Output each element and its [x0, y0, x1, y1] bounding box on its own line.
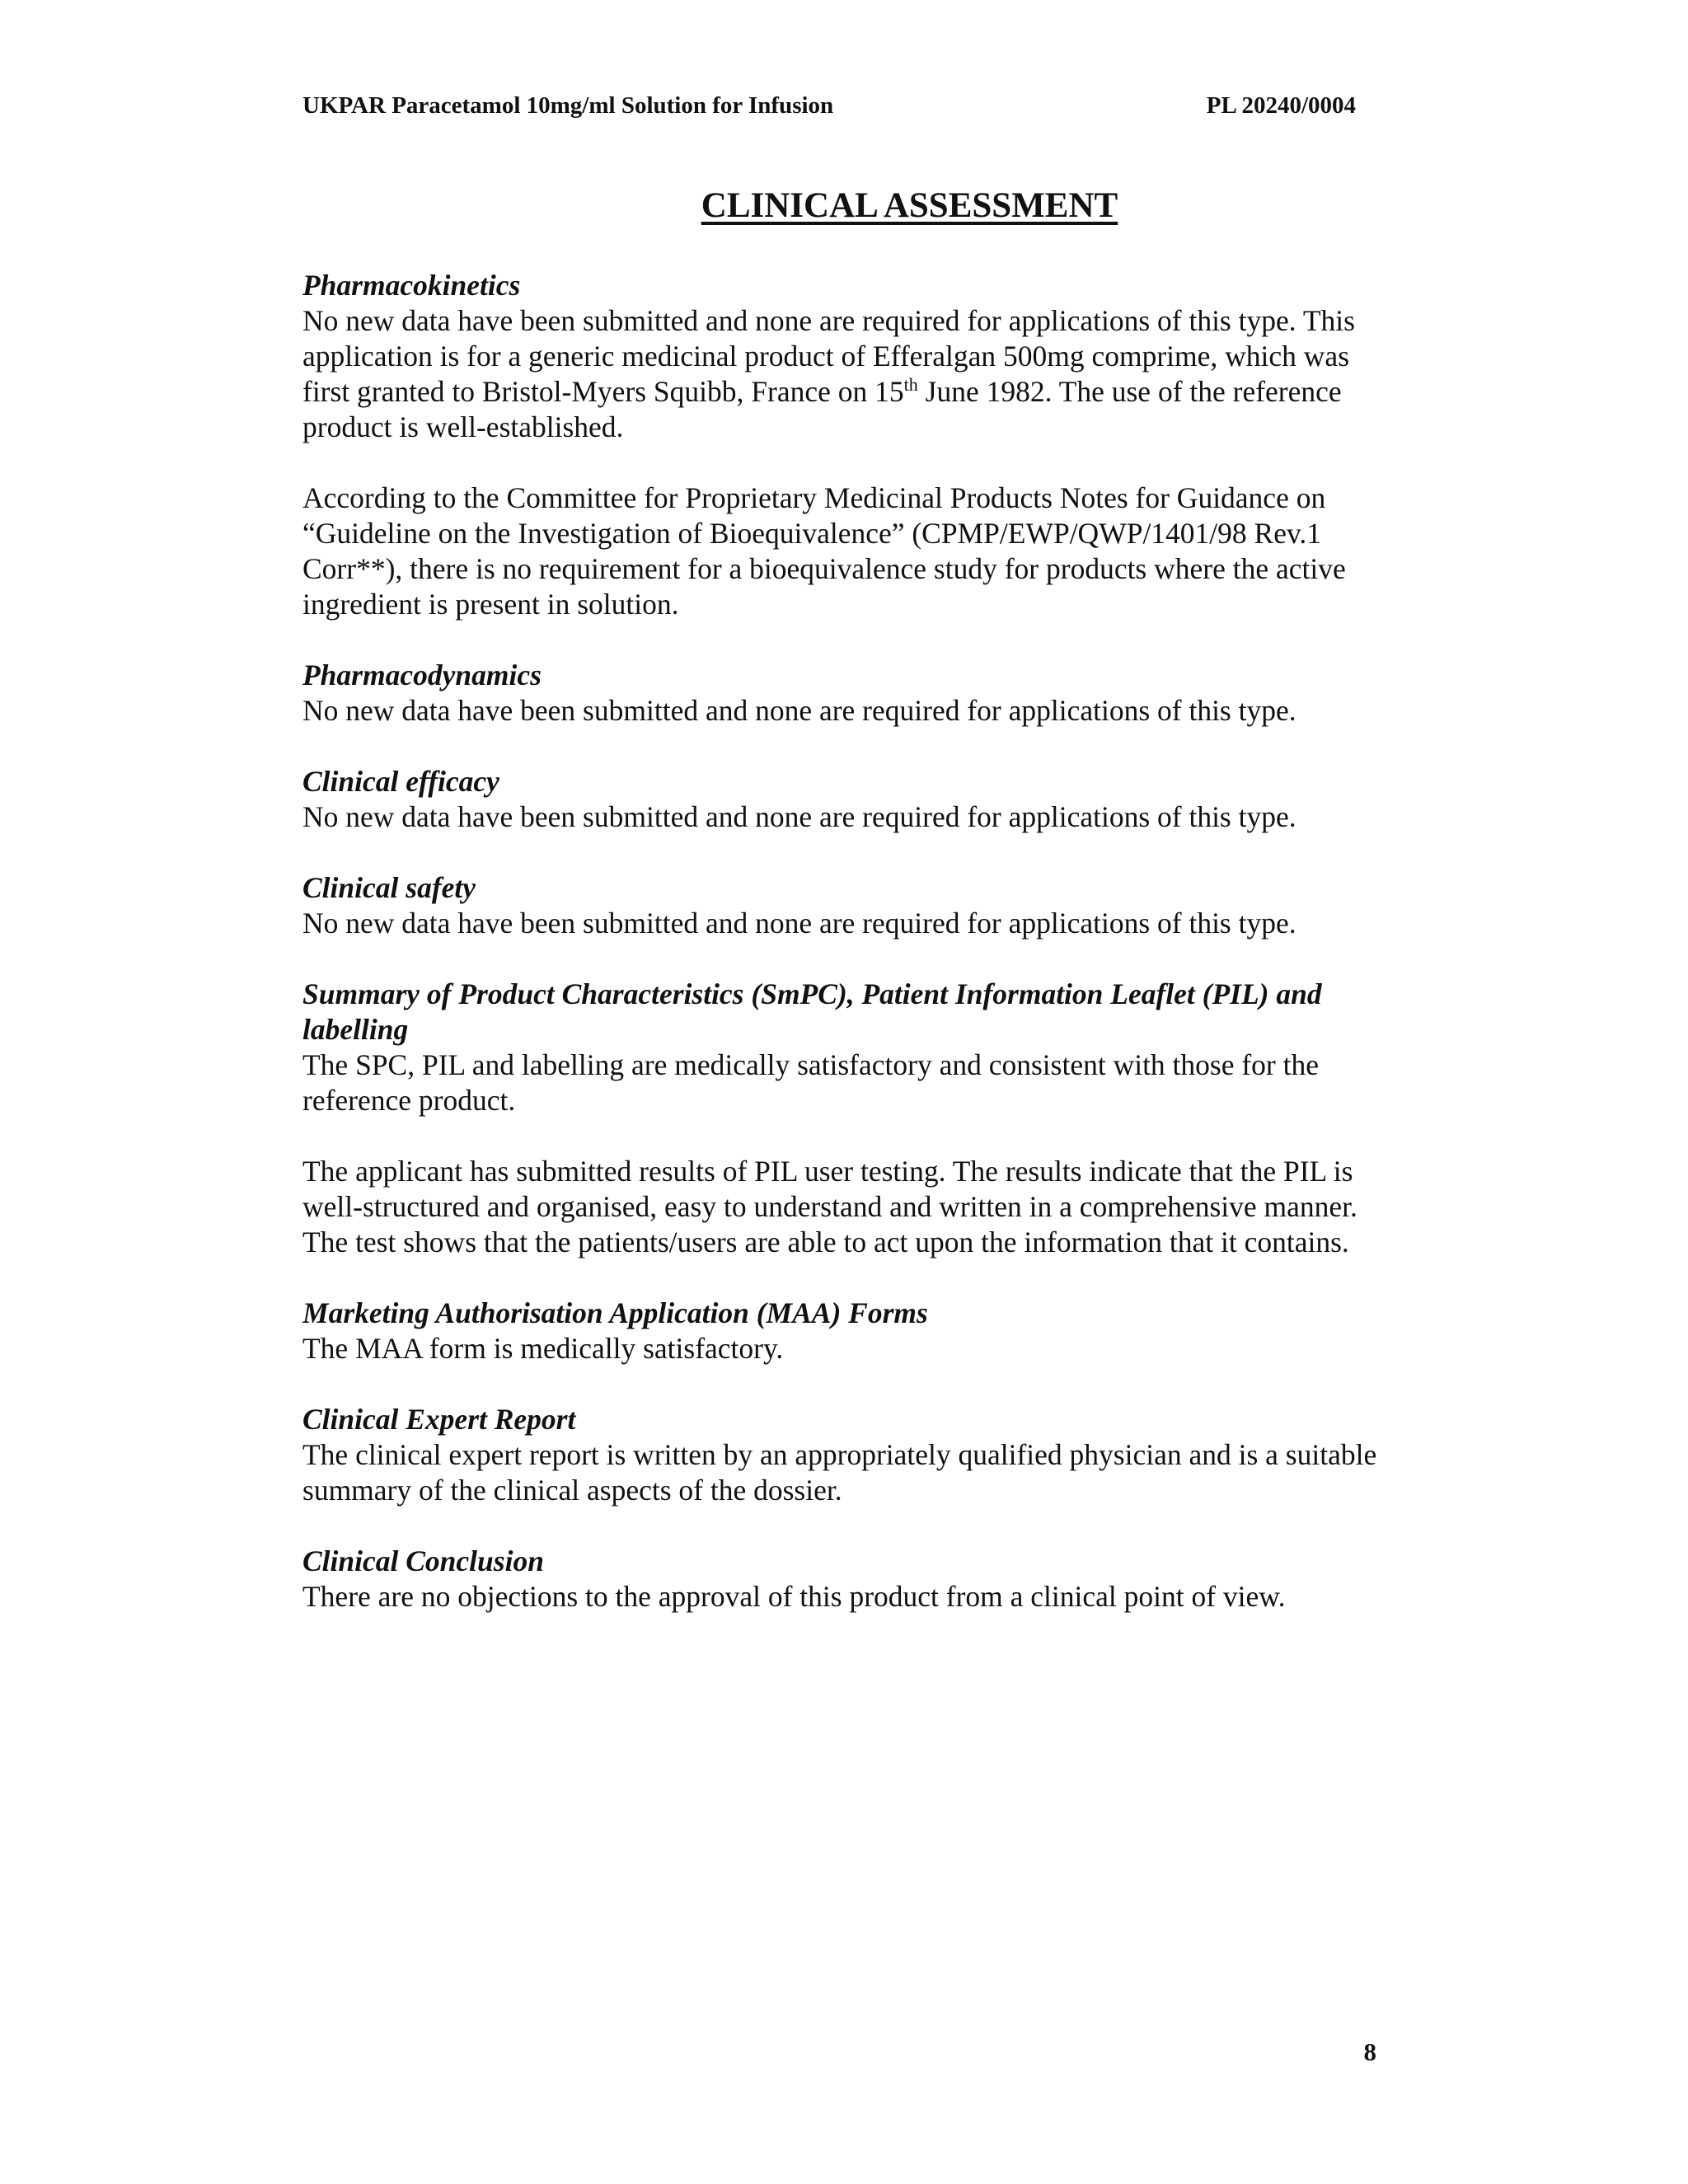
- ordinal-superscript: th: [903, 374, 918, 396]
- running-header: [302, 92, 1356, 120]
- section-paragraph: The clinical expert report is written by an appropriately qualified physician and is a suitable summary of the clinical aspects of the dossier.: [302, 1438, 1377, 1507]
- section-paragraph: The applicant has submitted results of PIL user testing. The results indicate that the PIL is well-structured and organised, easy to understand and written in a comprehensive manner. The test shows that the patients/users are able to act upon the information that it contains.: [302, 1155, 1357, 1258]
- section-pharmacodynamics: [302, 658, 1390, 729]
- section-paragraph: There are no objections to the approval of this product from a clinical point of view.: [302, 1580, 1286, 1613]
- section-maa-forms: [302, 1296, 1390, 1366]
- section-clinical-conclusion: [302, 1544, 1390, 1615]
- section-heading: Summary of Product Characteristics (SmPC), Patient Information Leaflet (PIL) and labelling: [302, 977, 1322, 1046]
- section-paragraph: No new data have been submitted and none are required for applications of this type.: [302, 907, 1296, 940]
- section-heading: Clinical safety: [302, 871, 476, 904]
- page-number: 8: [1363, 2037, 1376, 2066]
- header-licence-number: PL 20240/0004: [1206, 92, 1356, 119]
- section-paragraph: The MAA form is medically satisfactory.: [302, 1332, 784, 1365]
- section-clinical-efficacy: [302, 764, 1390, 835]
- page-title: CLINICAL ASSESSMENT: [701, 186, 1118, 225]
- section-heading: Clinical efficacy: [302, 765, 499, 798]
- section-heading: Pharmacodynamics: [302, 658, 542, 691]
- section-paragraph: According to the Committee for Proprietary Medicinal Products Notes for Guidance on “Guideline on the Investigation of Bioequivalence” (CPMP/EWP/QWP/1401/98 Rev.1 Corr**), there is no requirement for a bioequivalence study for products where the active ingredient is present in solution.: [302, 481, 1346, 621]
- document-body: [302, 268, 1390, 1650]
- section-paragraph: [302, 303, 1390, 445]
- section-heading: Pharmacokinetics: [302, 269, 521, 302]
- section-heading: Marketing Authorisation Application (MAA) Forms: [302, 1296, 928, 1329]
- section-paragraph: No new data have been submitted and none are required for applications of this type.: [302, 694, 1296, 727]
- section-paragraph: No new data have been submitted and none are required for applications of this type.: [302, 800, 1296, 833]
- section-pharmacokinetics: [302, 268, 1390, 622]
- section-paragraph: The SPC, PIL and labelling are medically satisfactory and consistent with those for the reference product.: [302, 1048, 1320, 1117]
- section-clinical-expert-report: [302, 1402, 1390, 1508]
- section-smpc-pil-labelling: [302, 977, 1390, 1260]
- paragraph-text: No new data have been submitted and none are required for applications of this type. This application is for a generic medicinal product of Efferalgan 500mg comprime, which was first granted to Bristol-Myers Squibb, France on 15: [302, 304, 1355, 408]
- paragraph-text: June 1982. The use of the reference product is well-established.: [302, 375, 1342, 443]
- section-heading: Clinical Expert Report: [302, 1403, 576, 1436]
- section-clinical-safety: [302, 870, 1390, 941]
- header-product-title: UKPAR Paracetamol 10mg/ml Solution for Infusion: [302, 92, 834, 119]
- section-heading: Clinical Conclusion: [302, 1544, 544, 1577]
